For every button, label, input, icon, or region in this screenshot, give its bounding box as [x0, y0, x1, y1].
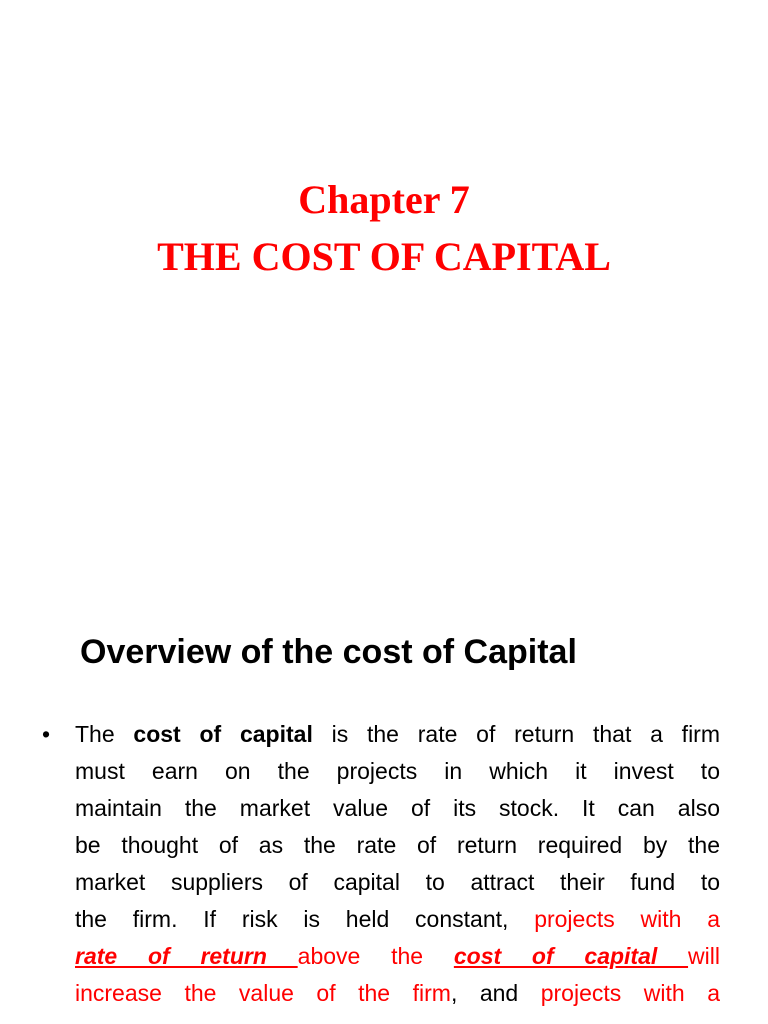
highlight-text: projects with a [534, 906, 720, 932]
bullet-marker: • [42, 721, 51, 747]
term-rate-of-return: rate of return [75, 943, 298, 969]
text-segment: maintain the market value of its stock. It can also [75, 795, 720, 821]
text-segment: is the rate of return that a firm [312, 721, 720, 747]
text-segment: market suppliers of capital to attract their fund to [75, 869, 720, 895]
text-line [75, 790, 720, 827]
text-line [75, 901, 720, 938]
chapter-title: THE COST OF CAPITAL [157, 234, 611, 279]
term-cost-of-capital-emphasis: cost of capital [453, 943, 689, 969]
chapter-label: Chapter 7 [298, 177, 470, 222]
text-line [75, 827, 720, 864]
text-line [75, 864, 720, 901]
highlight-text: projects with a [540, 980, 720, 1006]
bullet-text [75, 716, 720, 1012]
highlight-text: increase the value of the firm [75, 980, 451, 1006]
term-cost-of-capital: cost of capital [133, 721, 313, 747]
text-line [75, 975, 720, 1012]
text-segment: be thought of as the rate of return required by the [75, 832, 720, 858]
highlight-text: will [688, 943, 720, 969]
highlight-text: above the [297, 943, 454, 969]
text-segment: must earn on the projects in which it invest to [75, 758, 720, 784]
overview-slide [0, 512, 768, 1024]
text-segment: , and [450, 980, 541, 1006]
text-line [75, 938, 720, 975]
text-line [75, 753, 720, 790]
text-segment: The [75, 721, 134, 747]
text-segment: the firm. If risk is held constant, [75, 906, 535, 932]
text-line [75, 716, 720, 753]
overview-heading: Overview of the cost of Capital [80, 633, 577, 671]
